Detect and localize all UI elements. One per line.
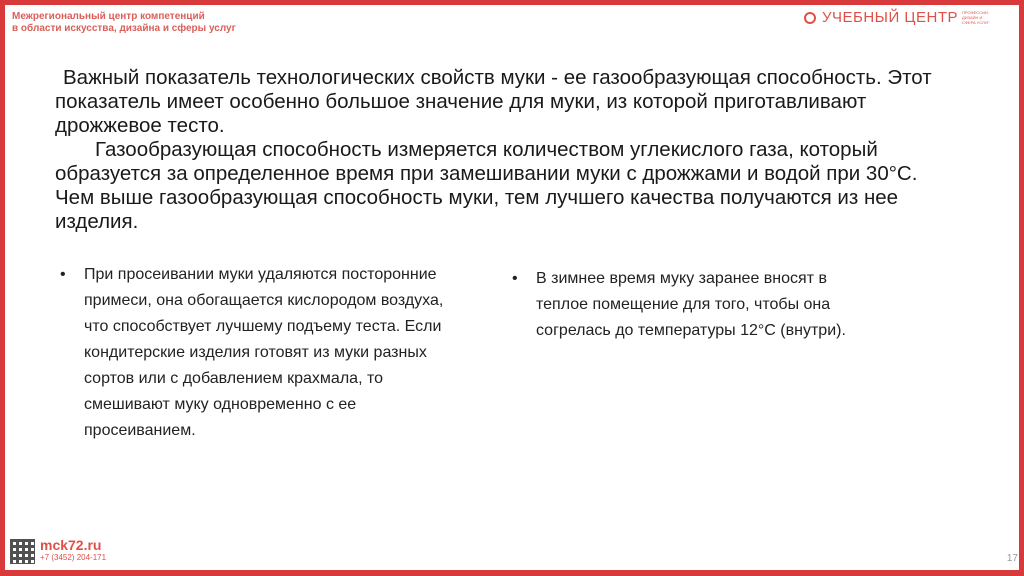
footer-site-link[interactable]: mck72.ru (40, 537, 102, 553)
main-text (55, 66, 935, 234)
bullet-icon: • (512, 270, 518, 287)
paragraph-1: Важный показатель технологических свойств муки - ее газообразующая способность. Этот показатель имеет особенно большое значение для муки, из которой приготавливают дрожжевое тесто. (55, 66, 932, 137)
bullet-item-1 (60, 262, 460, 444)
bullet-text-2: В зимнее время муку заранее вносят в теплое помещение для того, чтобы она согрелась до температуры 12°С (внутри). (536, 270, 846, 339)
bullet-icon: • (60, 266, 66, 283)
org-line-2: в области искусства, дизайна и сферы услуг (12, 23, 236, 34)
paragraph-2: Газообразующая способность измеряется количеством углекислого газа, который образуется за определенное время при замешивании муки с дрожжами и водой при 30°С. Чем выше газообразующая способность муки, тем лучшего качества получаются из нее изделия. (55, 138, 918, 233)
brand-logo (804, 9, 992, 26)
brand-ring-icon (804, 12, 816, 24)
bullet-text-1: При просеивании муки удаляются посторонние примеси, она обогащается кислородом воздуха, что способствует лучшему подъему теста. Если кондитерские изделия готовят из муки разных сортов или с добавлением крахмала, то смешивают муку одновременно с ее просеиванием. (84, 266, 444, 439)
brand-subtext: ПРОФЕССИИ, ДИЗАЙН И СФЕРА УСЛУГ (962, 10, 990, 25)
footer-phone: +7 (3452) 204-171 (40, 553, 107, 562)
page-number: 17 (1006, 553, 1018, 564)
brand-text: УЧЕБНЫЙ ЦЕНТР (821, 9, 958, 26)
org-line-1: Межрегиональный центр компетенций (12, 11, 205, 22)
bullet-item-2 (512, 266, 872, 344)
qr-code-icon (10, 539, 35, 564)
org-name (12, 11, 236, 35)
